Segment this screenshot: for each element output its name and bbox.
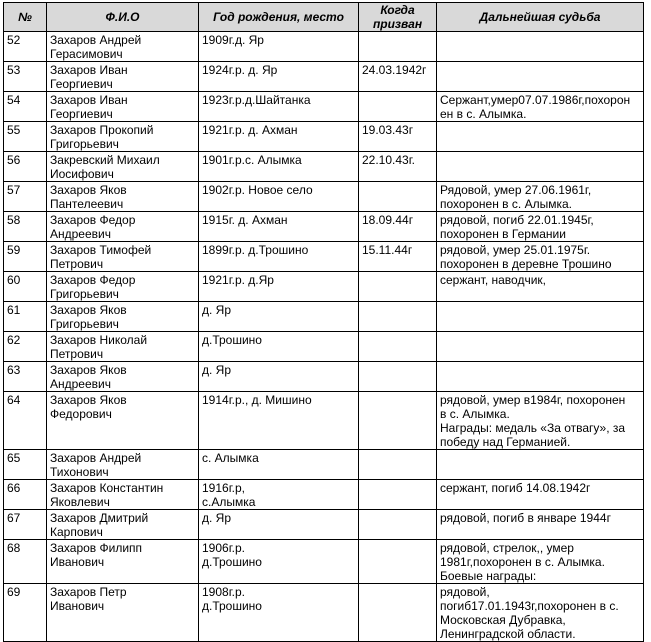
row-fate <box>437 62 644 92</box>
row-fate: сержант, погиб 14.08.1942г <box>437 480 644 510</box>
row-fate <box>437 32 644 62</box>
row-drafted <box>359 302 437 332</box>
row-fate: Сержант,умер07.07.1986г,похорон ен в с. Алымка. <box>437 92 644 122</box>
row-name: Захаров Иван Георгиевич <box>47 62 199 92</box>
row-number: 64 <box>4 392 47 450</box>
row-drafted <box>359 362 437 392</box>
table-row <box>4 584 644 642</box>
header-birth: Год рождения, место <box>199 3 359 32</box>
row-birth: 1924г.р. д. Яр <box>199 62 359 92</box>
row-fate: сержант, наводчик, <box>437 272 644 302</box>
row-name: Захаров Федор Григорьевич <box>47 272 199 302</box>
row-name: Захаров Петр Иванович <box>47 584 199 642</box>
header-fate: Дальнейшая судьба <box>437 3 644 32</box>
table-row <box>4 92 644 122</box>
row-name: Захаров Филипп Иванович <box>47 540 199 584</box>
row-fate <box>437 152 644 182</box>
row-birth: с. Алымка <box>199 450 359 480</box>
row-fate: рядовой, умер в1984г, похоронен в с. Алымка. Награды: медаль «За отвагу», за победу над Германией. <box>437 392 644 450</box>
row-drafted <box>359 392 437 450</box>
table-row <box>4 152 644 182</box>
row-name: Захаров Константин Яковлевич <box>47 480 199 510</box>
row-name: Захаров Яков Федорович <box>47 392 199 450</box>
row-drafted <box>359 272 437 302</box>
row-birth: д. Яр <box>199 302 359 332</box>
row-drafted <box>359 480 437 510</box>
row-drafted <box>359 450 437 480</box>
table-row <box>4 302 644 332</box>
table-row <box>4 332 644 362</box>
row-number: 67 <box>4 510 47 540</box>
row-number: 54 <box>4 92 47 122</box>
row-fate <box>437 122 644 152</box>
table-row <box>4 32 644 62</box>
row-drafted <box>359 510 437 540</box>
row-name: Захаров Тимофей Петрович <box>47 242 199 272</box>
row-number: 61 <box>4 302 47 332</box>
row-birth: 1923г.р.д.Шайтанка <box>199 92 359 122</box>
row-fate: рядовой, погиб в январе 1944г <box>437 510 644 540</box>
row-number: 58 <box>4 212 47 242</box>
row-name: Захаров Прокопий Григорьевич <box>47 122 199 152</box>
document-page <box>3 2 644 642</box>
row-drafted <box>359 182 437 212</box>
table-row <box>4 540 644 584</box>
row-birth: 1921г.р. д.Яр <box>199 272 359 302</box>
row-fate: рядовой, погиб 22.01.1945г, похоронен в Германии <box>437 212 644 242</box>
row-birth: д. Яр <box>199 362 359 392</box>
row-fate: рядовой, стрелок,, умер 1981г,похоронен в с. Алымка. Боевые награды: <box>437 540 644 584</box>
row-fate: Рядовой, умер 27.06.1961г, похоронен в с. Алымка. <box>437 182 644 212</box>
row-birth: 1921г.р. д. Ахман <box>199 122 359 152</box>
row-drafted: 18.09.44г <box>359 212 437 242</box>
row-name: Захаров Николай Петрович <box>47 332 199 362</box>
row-number: 68 <box>4 540 47 584</box>
table-row <box>4 272 644 302</box>
row-birth: 1901г.р.с. Алымка <box>199 152 359 182</box>
row-drafted: 15.11.44г <box>359 242 437 272</box>
row-number: 65 <box>4 450 47 480</box>
row-drafted: 24.03.1942г <box>359 62 437 92</box>
row-number: 59 <box>4 242 47 272</box>
table-row <box>4 182 644 212</box>
row-birth: д.Трошино <box>199 332 359 362</box>
row-birth: 1915г. д. Ахман <box>199 212 359 242</box>
row-birth: 1899г.р. д.Трошино <box>199 242 359 272</box>
row-number: 62 <box>4 332 47 362</box>
row-number: 55 <box>4 122 47 152</box>
table-row <box>4 212 644 242</box>
row-drafted <box>359 584 437 642</box>
header-row <box>4 3 644 32</box>
header-num: № <box>4 3 47 32</box>
table-row <box>4 62 644 92</box>
row-fate: рядовой, умер 25.01.1975г. похоронен в деревне Трошино <box>437 242 644 272</box>
row-number: 52 <box>4 32 47 62</box>
table-row <box>4 392 644 450</box>
row-birth: д. Яр <box>199 510 359 540</box>
row-birth: 1916г.р, с.Алымка <box>199 480 359 510</box>
row-fate <box>437 450 644 480</box>
header-name: Ф.И.О <box>47 3 199 32</box>
table-row <box>4 362 644 392</box>
row-fate <box>437 302 644 332</box>
row-number: 66 <box>4 480 47 510</box>
row-birth: 1908г.р. д.Трошино <box>199 584 359 642</box>
row-number: 53 <box>4 62 47 92</box>
table-row <box>4 242 644 272</box>
row-name: Захаров Андрей Тихонович <box>47 450 199 480</box>
row-fate <box>437 362 644 392</box>
row-number: 57 <box>4 182 47 212</box>
row-name: Захаров Яков Григорьевич <box>47 302 199 332</box>
row-fate: рядовой, погиб17.01.1943г,похоронен в с. Московская Дубравка, Ленинградской области. <box>437 584 644 642</box>
row-number: 63 <box>4 362 47 392</box>
table-row <box>4 480 644 510</box>
veterans-table <box>3 2 644 642</box>
row-birth: 1914г.р., д. Мишино <box>199 392 359 450</box>
table-row <box>4 450 644 480</box>
row-birth: 1909г.д. Яр <box>199 32 359 62</box>
row-number: 60 <box>4 272 47 302</box>
row-fate <box>437 332 644 362</box>
row-drafted <box>359 32 437 62</box>
row-drafted: 22.10.43г. <box>359 152 437 182</box>
row-name: Захаров Федор Андреевич <box>47 212 199 242</box>
row-name: Закревский Михаил Иосифович <box>47 152 199 182</box>
row-number: 56 <box>4 152 47 182</box>
row-birth: 1902г.р. Новое село <box>199 182 359 212</box>
row-number: 69 <box>4 584 47 642</box>
table-row <box>4 122 644 152</box>
row-drafted <box>359 332 437 362</box>
row-name: Захаров Иван Георгиевич <box>47 92 199 122</box>
row-drafted: 19.03.43г <box>359 122 437 152</box>
header-drafted: Когда призван <box>359 3 437 32</box>
row-name: Захаров Яков Андреевич <box>47 362 199 392</box>
row-drafted <box>359 92 437 122</box>
row-name: Захаров Дмитрий Карпович <box>47 510 199 540</box>
row-name: Захаров Яков Пантелеевич <box>47 182 199 212</box>
row-birth: 1906г.р. д.Трошино <box>199 540 359 584</box>
row-name: Захаров Андрей Герасимович <box>47 32 199 62</box>
table-row <box>4 510 644 540</box>
row-drafted <box>359 540 437 584</box>
